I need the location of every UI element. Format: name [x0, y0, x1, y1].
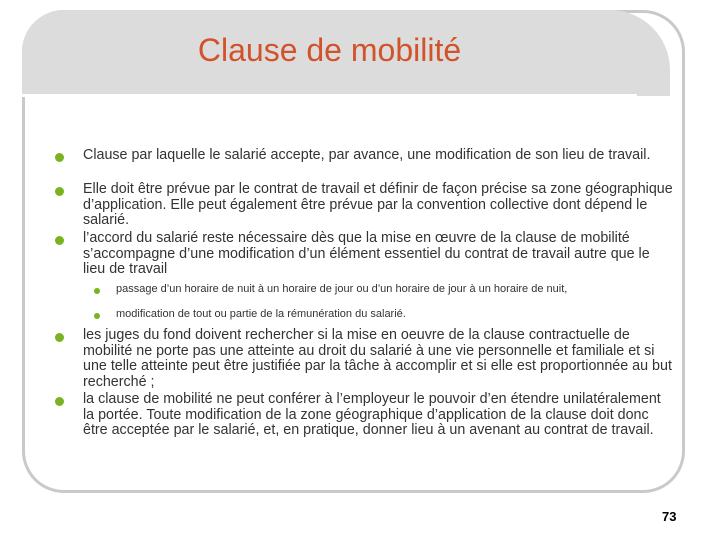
sub-bullet-item	[94, 309, 675, 328]
bullet-dot-icon	[55, 187, 64, 196]
sub-bullet-text: passage d’un horaire de nuit à un horaire de jour ou d’un horaire de jour à un horaire de nuit,	[116, 283, 568, 295]
sub-bullet-dot-icon	[94, 288, 100, 294]
bullet-text: Elle doit être prévue par le contrat de travail et définir de façon précise sa zone géographique d’application. Elle peut également être prévue par la convention collective dont dépend le salarié.	[83, 181, 673, 229]
bullet-dot-icon	[55, 236, 64, 245]
slide-title: Clause de mobilité	[197, 32, 462, 68]
sub-bullet-item	[94, 284, 675, 309]
slide-content	[55, 148, 675, 456]
bullet-text: la clause de mobilité ne peut conférer à l’employeur le pouvoir d’en étendre unilatéralement la portée. Toute modification de la zone géographique d’application de la clause doit donc être acceptée par le salarié, et, en pratique, donner lieu à un avenant au contrat de travail.	[83, 391, 661, 439]
bullet-item	[55, 328, 675, 392]
bullet-item	[55, 231, 675, 284]
bullet-dot-icon	[55, 397, 64, 406]
bullet-item	[55, 182, 675, 231]
bullet-text: l’accord du salarié reste nécessaire dès que la mise en œuvre de la clause de mobilité s’accompagne d’une modification d’un élément essentiel du contrat de travail autre que le lieu de travail	[83, 230, 650, 278]
bullet-item	[55, 148, 675, 182]
sub-bullet-text: modification de tout ou partie de la rémunération du salarié.	[116, 308, 406, 320]
bullet-text: les juges du fond doivent rechercher si la mise en oeuvre de la clause contractuelle de mobilité ne porte pas une atteinte au droit du salarié à une vie personnelle et familiale et si une telle atteinte peut être justifiée par la tâche à accomplir et si elle est proportionnée au but recherché ;	[83, 327, 672, 390]
bullet-dot-icon	[55, 333, 64, 342]
bullet-dot-icon	[55, 153, 64, 162]
sub-bullet-dot-icon	[94, 313, 100, 319]
page-number: 73	[662, 509, 677, 524]
bullet-text: Clause par laquelle le salarié accepte, par avance, une modification de son lieu de travail.	[83, 147, 651, 163]
title-divider	[22, 94, 637, 97]
bullet-item	[55, 392, 675, 456]
